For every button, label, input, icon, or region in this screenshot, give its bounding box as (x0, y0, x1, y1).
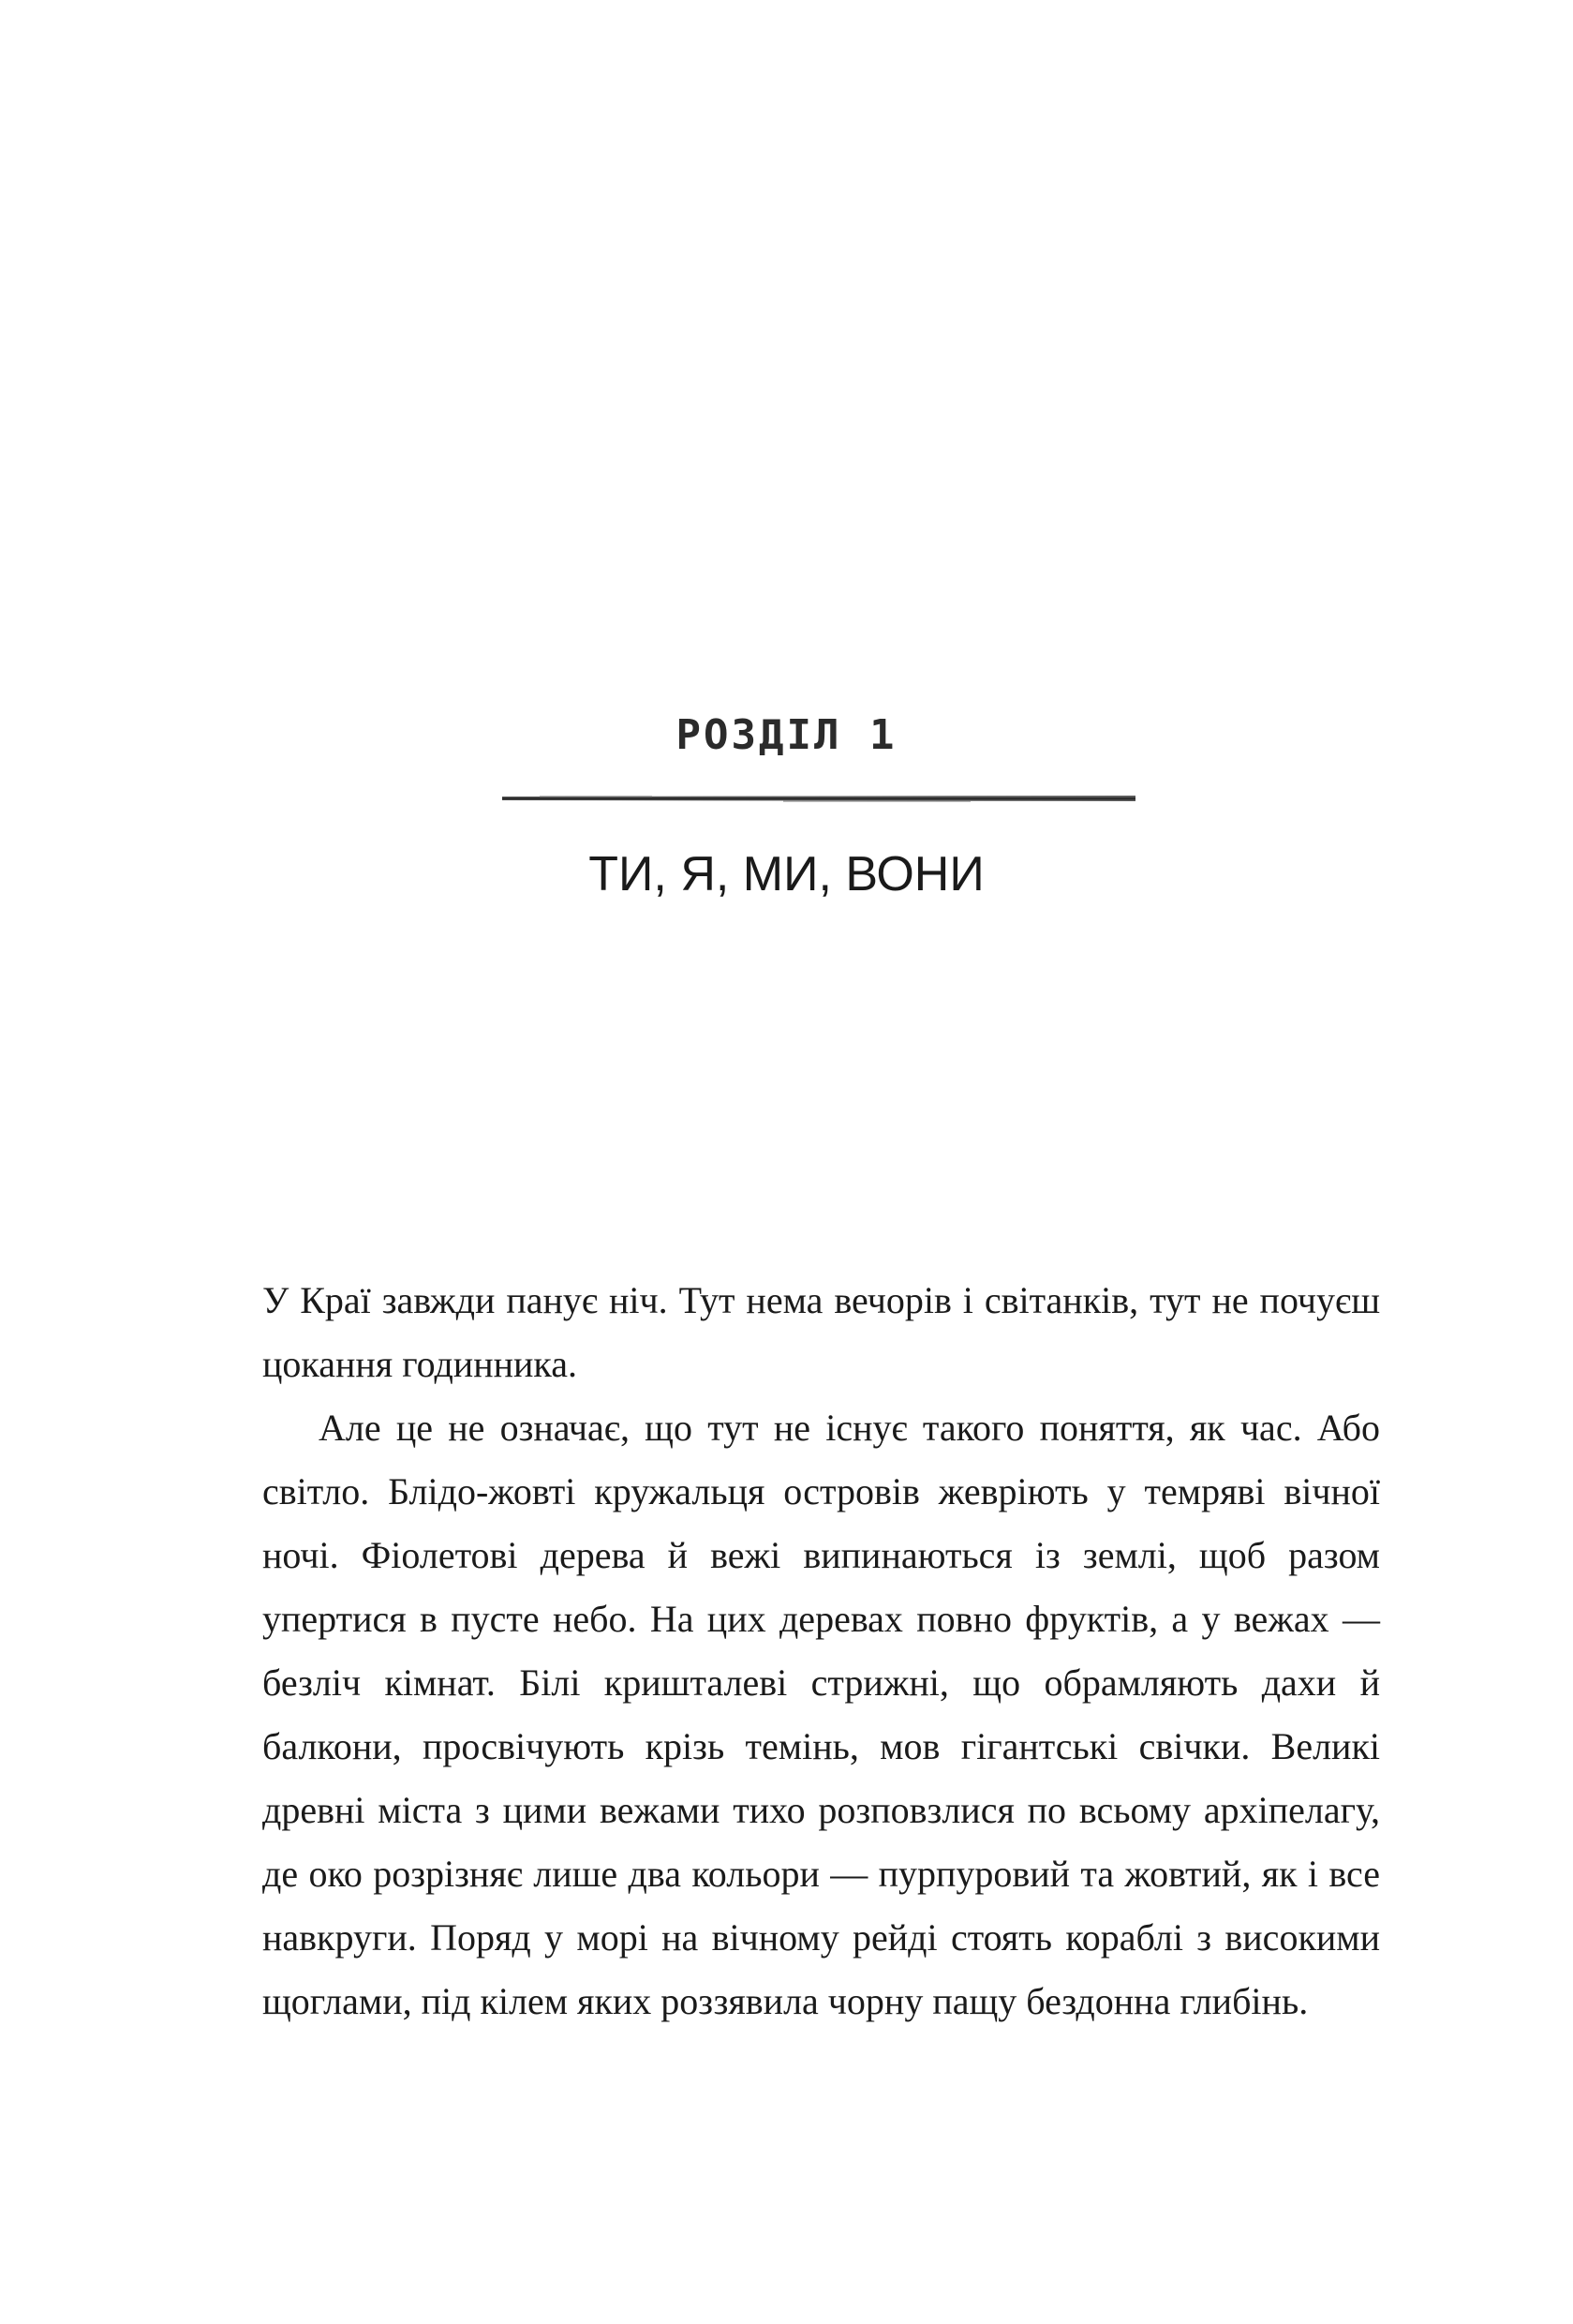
chapter-title: ТИ, Я, МИ, ВОНИ (588, 847, 985, 901)
chapter-divider-rule (502, 793, 1135, 804)
paragraph: Але це не означає, що тут не існує такого поняття, як час. Або світло. Блідо-жовті кружальця островів жевріють у темряві вічної ночі. Фіолетові дерева й вежі випинаються із землі, щоб разом упертися в пусте небо. На цих деревах повно фруктів, а у вежах — безліч кімнат. Білі кришталеві стрижні, що обрамляють дахи й балкони, просвічують крізь темінь, мов гігантські свічки. Великі древні міста з цими вежами тихо розповзлися по всьому архіпелагу, де око розрізняє лише два кольори — пурпуровий та жовтий, як і все навкруги. Поряд у морі на вічному рейді стоять кораблі з високими щоглами, під кілем яких роззявила чорну пащу бездонна глибінь. (262, 1407, 1380, 2022)
chapter-label: РОЗДІЛ 1 (675, 711, 898, 759)
paragraph: У Краї завжди панує ніч. Тут нема вечорів і світанків, тут не почуєш цокання годинника. (262, 1279, 1380, 1385)
body-text (262, 1269, 1380, 2034)
